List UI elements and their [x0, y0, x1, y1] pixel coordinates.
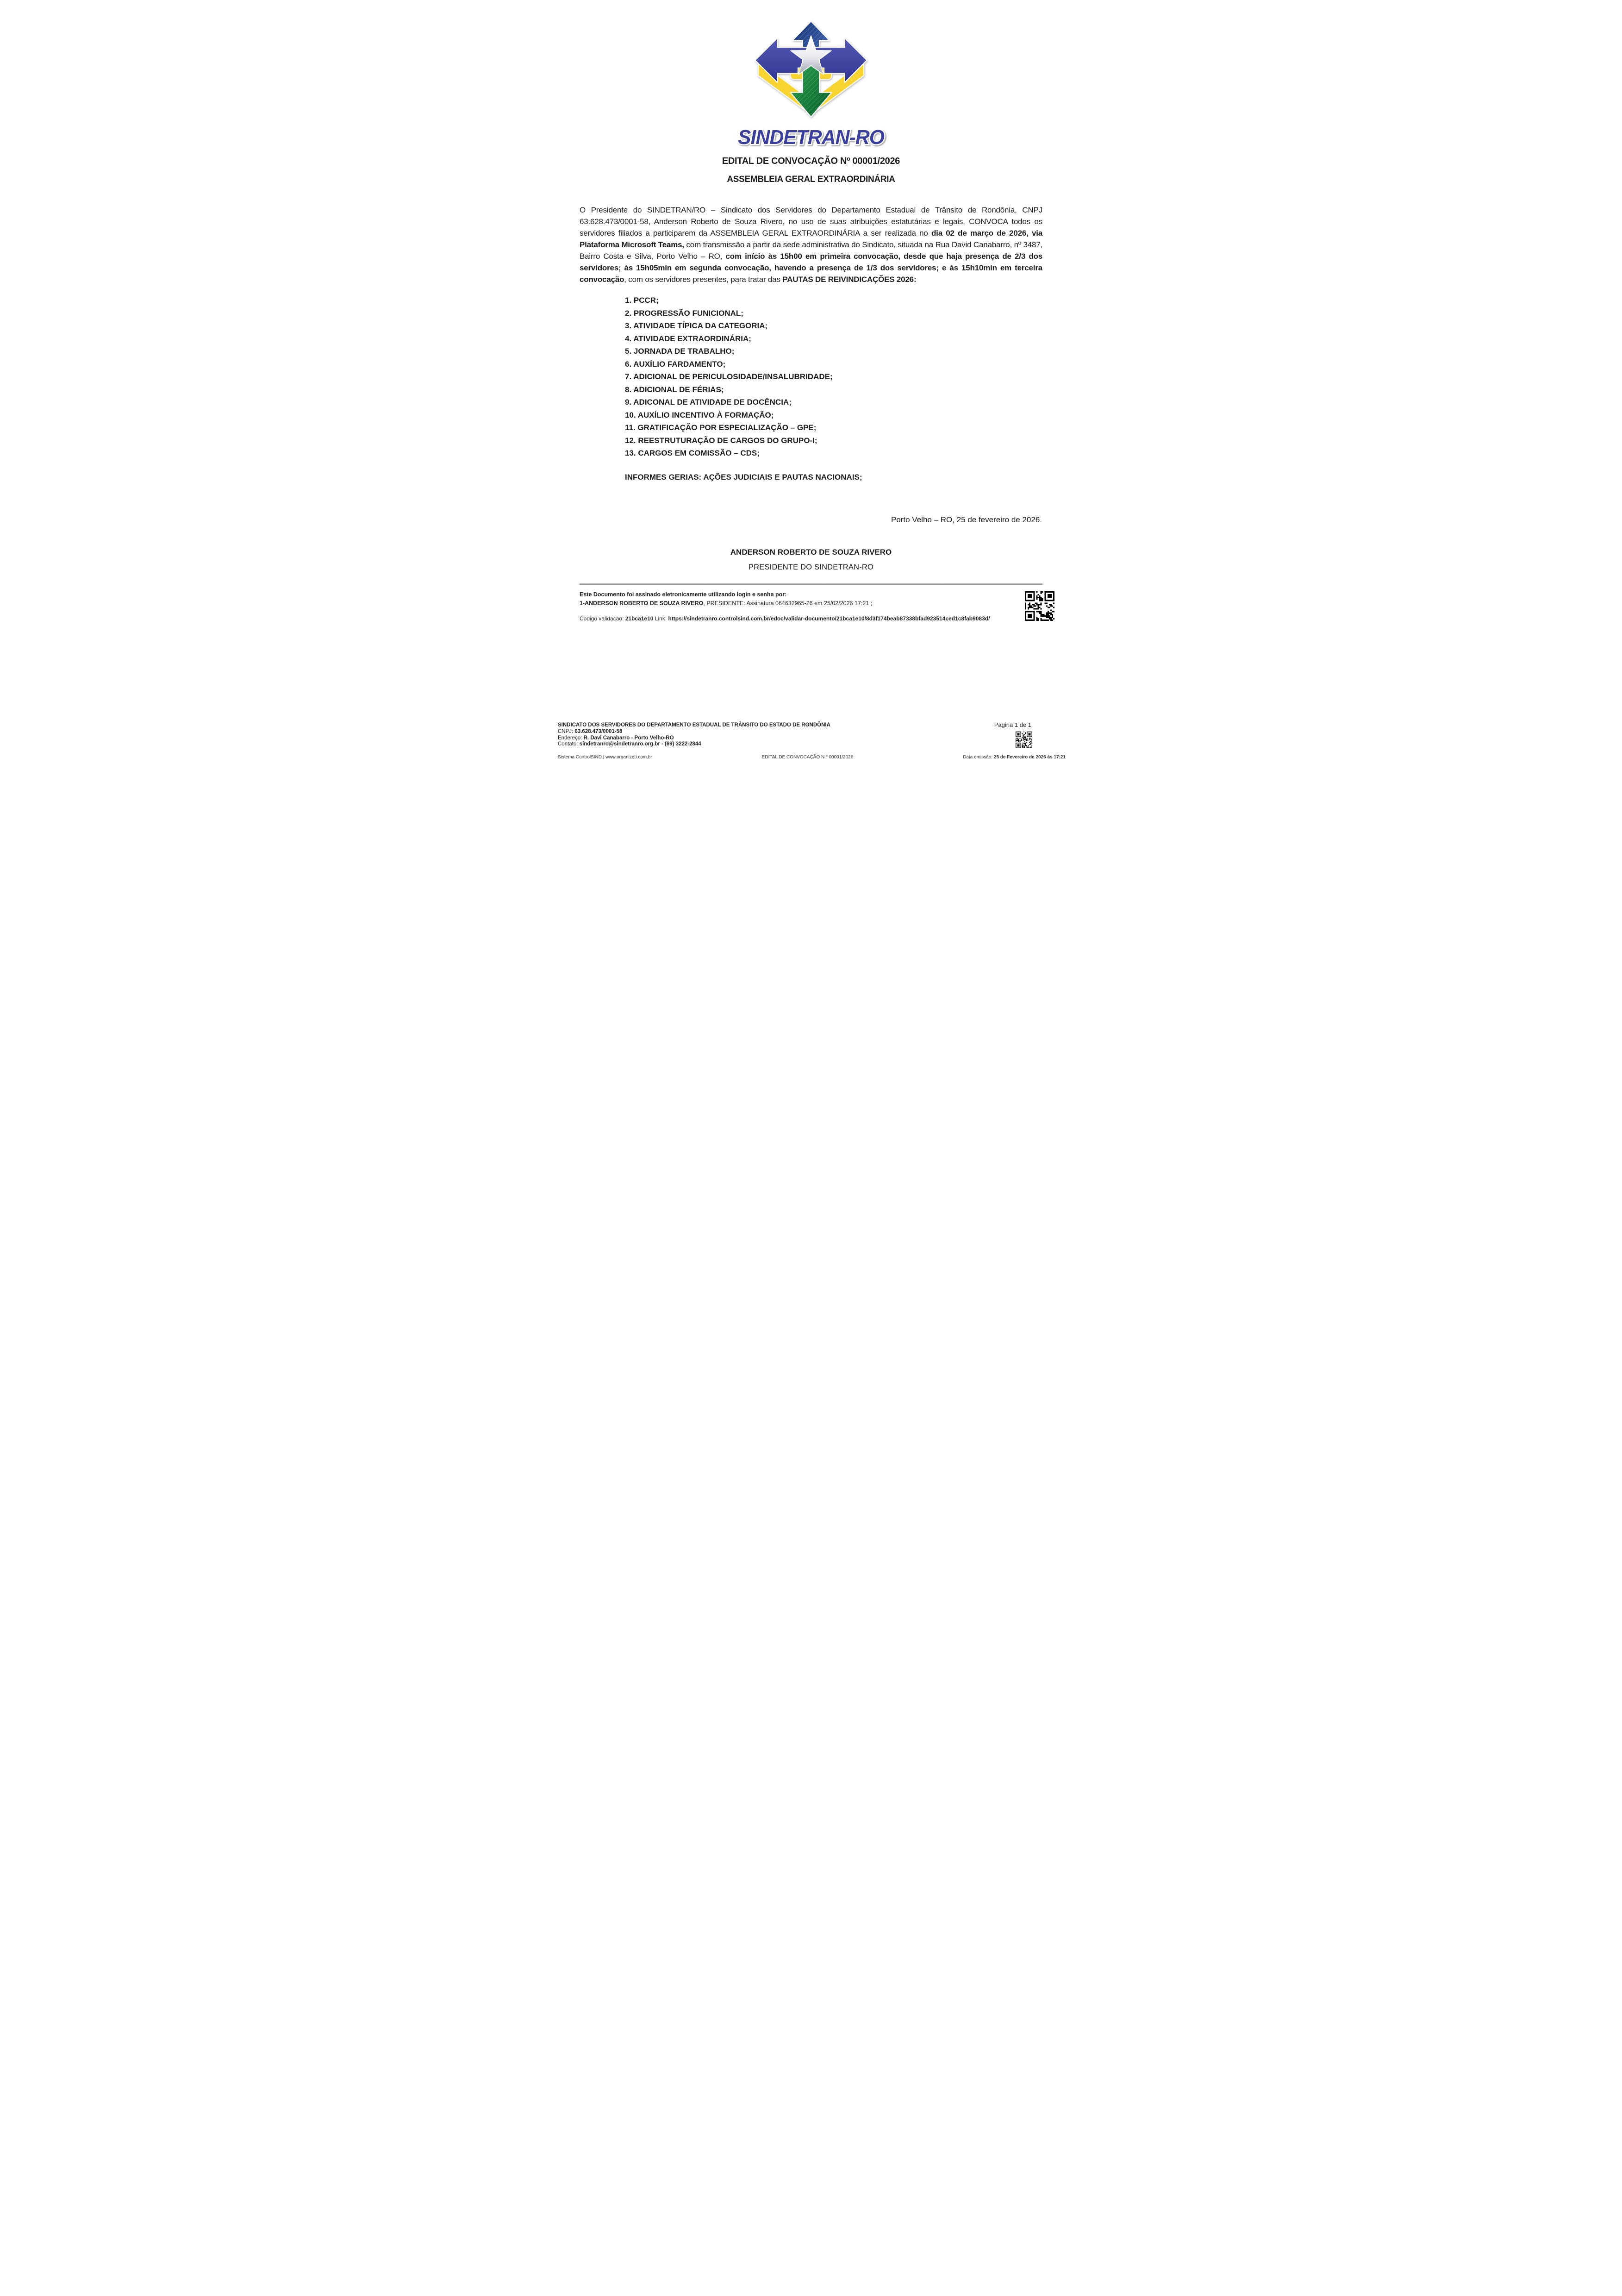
footer-org-name: SINDICATO DOS SERVIDORES DO DEPARTAMENTO ESTADUAL DE TRÂNSITO DO ESTADO DE RONDÔNIA	[558, 722, 830, 728]
qr-code-validation	[1025, 591, 1054, 621]
agenda-list	[625, 294, 1042, 459]
footer-contact-line	[558, 741, 830, 748]
agenda-item: 10. AUXÍLIO INCENTIVO À FORMAÇÃO;	[625, 410, 774, 419]
agenda-item: 5. JORNADA DE TRABALHO;	[625, 347, 735, 356]
agenda-item: 2. PROGRESSÃO FUNICIONAL;	[625, 308, 743, 318]
footer-cnpj-line	[558, 729, 830, 735]
agenda-item: 6. AUXÍLIO FARDAMENTO;	[625, 359, 726, 369]
body-bold-1: dia 02 de março de 2026, via Plataforma Microsoft Teams,	[580, 229, 1043, 249]
link-label: Link:	[653, 615, 668, 622]
date-line: Porto Velho – RO, 25 de fevereiro de 2026.	[891, 515, 1042, 524]
contact-value: sindetranro@sindetranro.org.br - (69) 3222-2844	[579, 741, 701, 747]
address-value: R. Davi Canabarro - Porto Velho-RO	[583, 735, 674, 741]
address-label: Endereço:	[558, 735, 584, 741]
agenda-item: 3. ATIVIDADE TÍPICA DA CATEGORIA;	[625, 321, 768, 330]
esignature-block	[580, 591, 1042, 622]
cnpj-value: 63.628.473/0001-58	[574, 728, 623, 734]
footer-org-block	[558, 722, 830, 748]
body-text-1: O Presidente do SINDETRAN/RO – Sindicato dos Servidores do Departamento Estadual de Trânsito de Rondônia, CNPJ 63.628.473/0001-58, Anderson Roberto de Souza Rivero, no uso de suas atribuições estatutárias e legais, CONVOCA todos os servidores filiados a participarem da ASSEMBLEIA GERAL EXTRAORDINÁRIA a ser realizada no	[580, 206, 1042, 238]
system-info: Sistema ControlSIND | www.organizeti.com.br	[558, 755, 652, 760]
logo-text: SINDETRAN-RO	[738, 126, 885, 149]
body-paragraph	[580, 204, 1042, 285]
page-number: Pagina 1 de 1	[994, 721, 1031, 728]
agenda-item: 4. ATIVIDADE EXTRAORDINÁRIA;	[625, 334, 751, 343]
body-bold-3: PAUTAS DE REIVINDICAÇÕES 2026:	[782, 275, 917, 284]
agenda-item: 9. ADICONAL DE ATIVIDADE DE DOCÊNCIA;	[625, 398, 792, 407]
signature-divider	[580, 583, 1042, 585]
esignature-signer-details: , PRESIDENTE: Assinatura 064632965-26 em 25/02/2026 17:21 ;	[703, 600, 873, 607]
esignature-validation-line	[580, 615, 1042, 622]
esignature-signer-name: 1-ANDERSON ROBERTO DE SOUZA RIVERO	[580, 600, 704, 607]
agenda-item: 12. REESTRUTURAÇÃO DE CARGOS DO GRUPO-I;	[625, 436, 817, 445]
esignature-signer-line	[580, 600, 1042, 607]
validation-link: https://sindetranro.controlsind.com.br/edoc/validar-documento/21bca1e10/8d3f174beab87338bfad923514ced1c8fab9083d/	[668, 615, 990, 622]
logo-wordmark	[732, 123, 890, 151]
emission-label: Data emissão:	[963, 755, 994, 760]
agenda-item: 8. ADICIONAL DE FÉRIAS;	[625, 385, 724, 394]
body-bold-2: com início às 15h00 em primeira convocação, desde que haja presença de 2/3 dos servidores; às 15h05min em segunda convocação, havendo a presença de 1/3 dos servidores; e às 15h10min em terceira convocação	[580, 252, 1042, 284]
signature-role: PRESIDENTE DO SINDETRAN-RO	[748, 563, 874, 571]
footer-bottom-strip	[558, 755, 1066, 760]
document-subtitle: ASSEMBLEIA GERAL EXTRAORDINÁRIA	[727, 175, 895, 184]
agenda-item: 11. GRATIFICAÇÃO POR ESPECIALIZAÇÃO – GPE;	[625, 423, 817, 432]
document-title: EDITAL DE CONVOCAÇÃO Nº 00001/2026	[722, 156, 900, 166]
body-text-3: , com os servidores presentes, para tratar das	[624, 275, 783, 284]
agenda-item: 1. PCCR;	[625, 296, 659, 305]
agenda-item: 13. CARGOS EM COMISSÃO – CDS;	[625, 449, 760, 457]
signature-name: ANDERSON ROBERTO DE SOUZA RIVERO	[730, 548, 892, 557]
logo	[541, 0, 1081, 151]
validation-label: Codigo validacao:	[580, 615, 625, 622]
cnpj-label: CNPJ:	[558, 728, 575, 734]
document-page	[541, 0, 1081, 765]
agenda-item: 7. ADICIONAL DE PERICULOSIDADE/INSALUBRIDADE;	[625, 372, 833, 381]
esignature-statement: Este Documento foi assinado eletronicamente utilizando login e senha por:	[580, 591, 787, 598]
logo-arrows-icon	[754, 20, 868, 121]
informes-line: INFORMES GERIAS: AÇÕES JUDICIAIS E PAUTAS NACIONAIS;	[625, 473, 862, 482]
body-text-2: com transmissão a partir da sede administrativa do Sindicato, situada na Rua David Canabarro, nº 3487, Bairro Costa e Silva, Porto Velho – RO,	[580, 240, 1042, 261]
footer-address-line	[558, 735, 830, 742]
document-ref: EDITAL DE CONVOCAÇÃO N.º 00001/2026	[761, 755, 854, 760]
validation-code: 21bca1e10	[625, 615, 654, 622]
emission-value: 25 de Fevereiro de 2026 às 17:21	[993, 755, 1066, 760]
emission-line	[963, 755, 1066, 760]
qr-code-footer	[1016, 732, 1032, 748]
contact-label: Contato:	[558, 741, 580, 747]
